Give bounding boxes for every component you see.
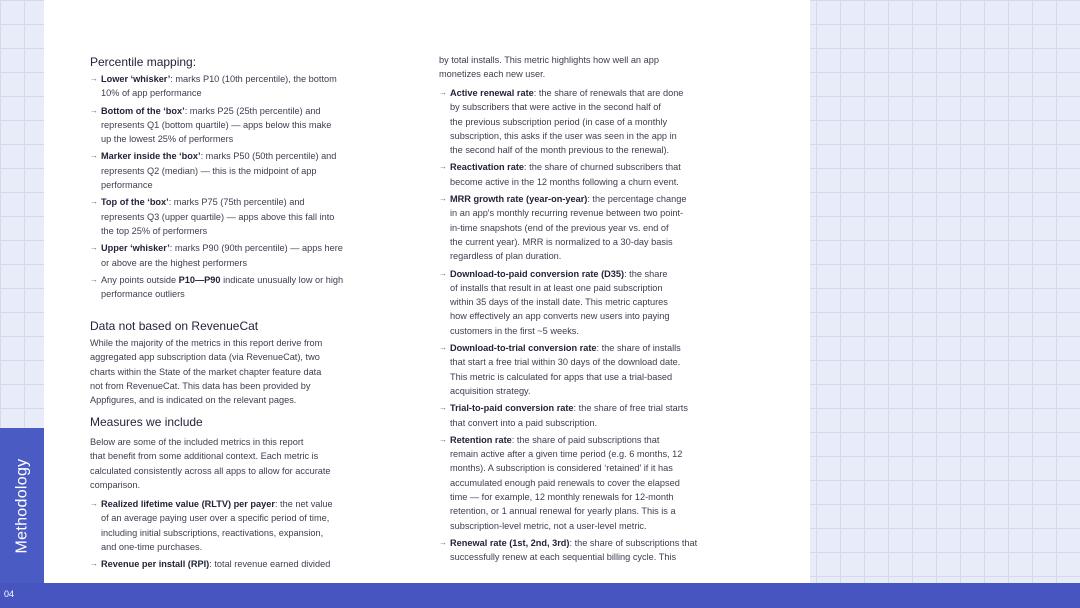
arrow-icon: → <box>439 194 447 204</box>
list-item: → Download-to-trial conversion rate: the share of installs that start a free trial within 30 days of the download date. This metric is calculated for apps that use a trial-based acquisition strategy. <box>439 343 681 396</box>
arrow-icon: → <box>439 434 447 444</box>
arrow-icon: → <box>439 162 447 172</box>
arrow-icon: → <box>90 243 98 253</box>
arrow-icon: → <box>90 499 98 508</box>
page-number: 04 <box>4 589 15 599</box>
footer-bar <box>0 583 1080 608</box>
document-page <box>44 0 810 583</box>
percentile-list <box>90 72 390 301</box>
list-item: → Trial-to-paid conversion rate: the share of free trial starts that convert into a paid subscription. <box>439 403 688 428</box>
continued-paragraph: by total installs. This metric highlights how well an app monetizes each new user. <box>439 55 659 80</box>
arrow-icon: → <box>90 559 98 569</box>
arrow-icon: → <box>439 268 447 278</box>
data-source-paragraph: While the majority of the metrics in this report derive from aggregated app subscription data (via RevenueCat), two charts within the State of the market chapter feature data not from RevenueCat. This data has been provided by Appfigures, and is indicated on the relevant pages. <box>90 338 323 406</box>
arrow-icon: → <box>439 403 447 413</box>
list-item: → Realized lifetime value (RLTV) per payer: the net value of an average paying user over a specific period of time, including initial subscriptions, reactivations, expansion, and one-time purchases. <box>90 499 333 552</box>
list-item: → Active renewal rate: the share of renewals that are done by subscribers that were active in the second half of the previous subscription period (in case of a monthly subscription, this asks if the user was seen in the app in the second half of the month previous to the renewal). <box>439 88 684 156</box>
arrow-icon: → <box>439 537 447 547</box>
section-label: Methodology <box>13 458 31 553</box>
arrow-icon: → <box>439 88 447 97</box>
arrow-icon: → <box>439 343 447 353</box>
list-item: → Top of the ‘box’: marks P75 (75th percentile) and represents Q3 (upper quartile) — apps above this fall into the top 25% of performers <box>90 197 335 236</box>
list-item: → Marker inside the ‘box’: marks P50 (50th percentile) and represents Q2 (median) — this is the midpoint of app performance <box>90 151 337 191</box>
list-item: → MRR growth rate (year-on-year): the percentage change in an app's monthly recurring revenue between two point- in-time snapshots (end of the previous year vs. end of the current year). MRR is normalized to a 30-day basis regardless of plan duration. <box>439 194 687 262</box>
measures-paragraph: Below are some of the included metrics in this report that benefit from some additional context. Each metric is calculated consistently across all apps to allow for accurate comparison. <box>90 437 331 490</box>
measures-heading: Measures we include <box>90 415 203 429</box>
list-item: → Lower ‘whisker’: marks P10 (10th percentile), the bottom 10% of app performance <box>90 74 337 99</box>
data-source-heading: Data not based on RevenueCat <box>90 319 259 333</box>
arrow-icon: → <box>90 274 98 284</box>
list-item: → Bottom of the ‘box’: marks P25 (25th percentile) and represents Q1 (bottom quartile) — apps below this make up the lowest 25% of performers <box>90 105 332 145</box>
arrow-icon: → <box>90 74 98 83</box>
percentile-mapping-heading: Percentile mapping: <box>90 55 197 69</box>
arrow-icon: → <box>90 151 98 161</box>
list-item: → Reactivation rate: the share of churned subscribers that become active in the 12 months following a churn event. <box>439 162 681 187</box>
metrics-list-right <box>439 86 739 565</box>
arrow-icon: → <box>90 105 98 115</box>
list-item: → Revenue per install (RPI): total revenue earned divided <box>90 557 390 571</box>
list-item: → Retention rate: the share of paid subscriptions that remain active after a given time period (e.g. 6 months, 12 months). A subscription is considered ‘retained’ if it has accumulated enough paid renewals to cover the elapsed time — for example, 12 monthly renewals for 12-month retention, or 1 annual renewal for yearly plans. This is a subscription-level metric, not a user-level metric. <box>439 434 683 531</box>
list-item: → Upper ‘whisker’: marks P90 (90th percentile) — apps here or above are the highest performers <box>90 243 343 268</box>
list-item: → Download-to-paid conversion rate (D35): the share of installs that result in at least one paid subscription within 35 days of the install date. This metric captures how effectively an app converts new users into paying customers in the first ~5 weeks. <box>439 268 670 336</box>
list-item: → Renewal rate (1st, 2nd, 3rd): the share of subscriptions that successfully renew at each sequential billing cycle. This <box>439 537 698 563</box>
metrics-list-left <box>90 497 390 571</box>
arrow-icon: → <box>90 197 98 207</box>
list-item: → Any points outside P10—P90 indicate unusually low or high performance outliers <box>90 274 344 300</box>
